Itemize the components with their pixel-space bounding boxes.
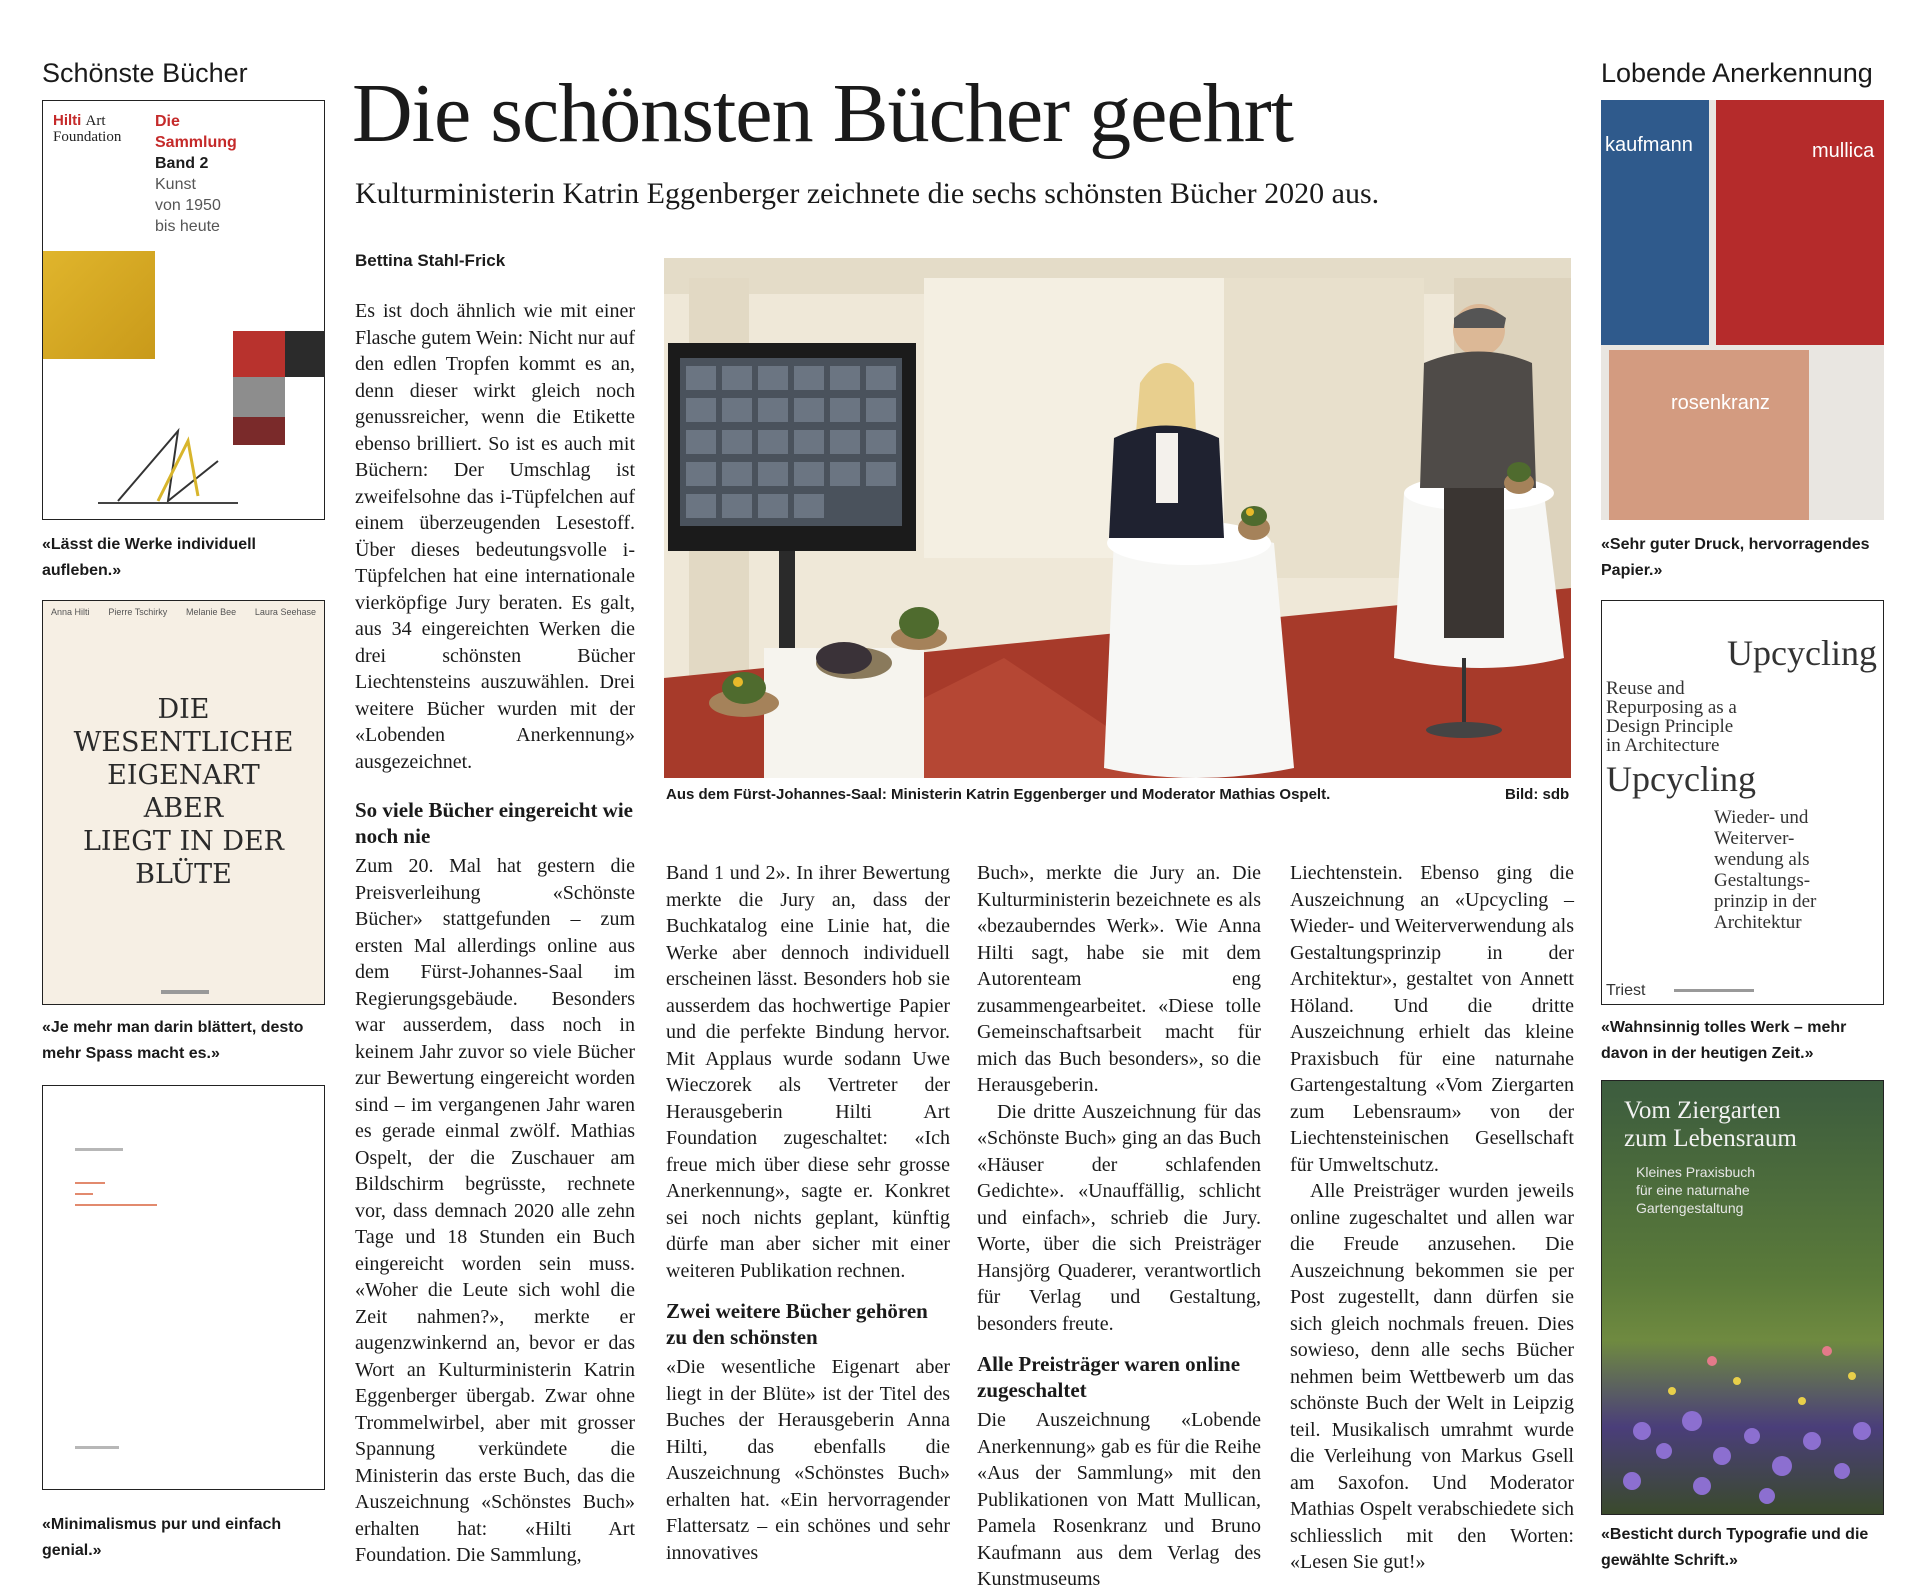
book-line-1: Kunst	[155, 176, 196, 193]
book-band: Band 2	[155, 155, 209, 172]
paragraph-4: Buch», merkte die Jury an. Die Kulturministerin bezeichnete es als «bezauberndes Werk». Wie Anna Hilti sagt, habe sie mit dem Autorenteam eng zusammengearbeitet. «Diese tolle Gemeinschaftsarbeit macht für mich das Buch besonders», so die Herausgeberin.	[977, 862, 1261, 1096]
book3-caption: «Minimalismus pur und einfach genial.»	[42, 1516, 282, 1559]
cover-rosenkranz	[1609, 350, 1809, 520]
upcycling-title-top: Upcycling	[1727, 633, 1877, 673]
paragraph-3: «Die wesentliche Eigenart aber liegt in der Blüte» ist der Titel des Buches der Herausgeberin Anna Hilti, das ebenfalls die Auszeichnung «Schönstes Buch» erhalten hat. «Ein hervorragender Flattersatz – ein schönes und sehr innovatives	[666, 1356, 950, 1564]
upcycling-en-line: Design Principle	[1606, 716, 1734, 737]
ziergarten-subtitle-3: Gartengestaltung	[1636, 1200, 1744, 1216]
book-line-3: bis heute	[155, 218, 220, 235]
book2-title-line: EIGENART	[107, 760, 260, 791]
upcycling-german-subtitle	[1714, 807, 1816, 933]
subheadline: Kulturministerin Katrin Eggenberger zeichnete die sechs schönsten Bücher 2020 aus.	[355, 177, 1380, 210]
book2-title-line: ABER	[143, 793, 224, 824]
book2-title-line: LIEGT IN DER	[82, 826, 285, 857]
upcycling-en-line: in Architecture	[1606, 735, 1720, 756]
headline: Die schönsten Bücher geehrt	[352, 67, 1294, 160]
upcycling-en-line: Repurposing as a	[1606, 697, 1737, 718]
paragraph-6: Die Auszeichnung «Lobende Anerkennung» gab es für die Reihe «Aus der Sammlung» mit den Publikationen von Matt Mullican, Pamela Rosenkranz und Bruno Kaufmann aus dem Verlag des Kunstmuseums	[977, 1409, 1261, 1590]
book6-caption: «Besticht durch Typografie und die gewählte Schrift.»	[1601, 1526, 1869, 1569]
grey-block	[233, 377, 285, 417]
dark-red-block	[233, 417, 285, 445]
subheading-3: Alle Preisträger waren online zugeschaltet	[977, 1352, 1241, 1402]
book-cover-series-collage	[1601, 100, 1884, 520]
red-block	[233, 331, 285, 377]
book1-caption: «Lässt die Werke individuell aufleben.»	[42, 536, 256, 579]
event-photo-illustration	[664, 258, 1571, 778]
subheading-1: So viele Bücher eingereicht wie noch nie	[355, 798, 634, 848]
book-series-2: Sammlung	[155, 134, 237, 151]
book2-author-1: Anna Hilti	[51, 607, 90, 617]
book2-title	[43, 693, 324, 891]
garden-flowers-illustration	[1602, 1281, 1885, 1516]
book2-authors	[51, 607, 316, 617]
sculpture-drawing	[98, 401, 238, 516]
cover-mullican	[1716, 100, 1884, 345]
ziergarten-title-1: Vom Ziergarten	[1624, 1097, 1781, 1124]
book-line-2: von 1950	[155, 197, 221, 214]
cover-rosenkranz-label: rosenkranz	[1671, 392, 1770, 414]
book2-caption: «Je mehr man darin blättert, desto mehr Spass macht es.»	[42, 1019, 304, 1062]
ziergarten-subtitle	[1636, 1163, 1755, 1217]
book3-publisher-line	[75, 1446, 119, 1449]
upcycling-de-line: Wieder- und	[1714, 807, 1809, 828]
upcycling-de-line: Gestaltungs-	[1714, 870, 1811, 891]
book-cover-wesentliche-eigenart	[42, 600, 325, 1005]
photo-credit: Bild: sdb	[1505, 786, 1570, 803]
book-cover-upcycling	[1601, 600, 1884, 1005]
author: Bettina Stahl-Frick	[355, 251, 506, 270]
book-logo-foundation: Foundation	[53, 129, 122, 145]
book5-caption: «Wahnsinnig tolles Werk – mehr davon in der heutigen Zeit.»	[1601, 1019, 1847, 1062]
text-column-3	[977, 860, 1261, 1590]
text-column-4	[1290, 860, 1574, 1575]
paragraph-5: Die dritte Auszeichnung für das «Schönste Buch» ging an das Buch «Häuser der schlafenden Gedichte». «Unauffällig, schlicht und einfach», schrieb die Jury. Worte, über die sich Preisträger Hansjörg Quaderer, verantwortlich für Verlag und Gestaltung, besonders freute.	[977, 1100, 1261, 1335]
yellow-painting	[43, 251, 155, 359]
ziergarten-title-2: zum Lebensraum	[1624, 1125, 1797, 1152]
photo-caption: Aus dem Fürst-Johannes-Saal: Ministerin Katrin Eggenberger und Moderator Mathias Ospelt.	[666, 786, 1331, 803]
upcycling-en-line: Reuse and	[1606, 678, 1685, 699]
paragraph-7: Liechtenstein. Ebenso ging die Auszeichnung an «Upcycling – Wieder- und Weiterverwendung als Gestaltungsprinzip in der Architektur», gestaltet von Annett Höland. Und die dritte Auszeichnung erhielt das kleine Praxisbuch für eine naturnahe Gartengestaltung «Vom Ziergarten zum Lebensraum» von der Liechtensteinischen Gesellschaft für Umweltschutz.	[1290, 862, 1574, 1176]
book-cover-hilti-sammlung	[42, 100, 325, 520]
cover-mullican-label: mullica	[1812, 140, 1875, 162]
paragraph-2: Band 1 und 2». In ihrer Bewertung merkte die Jury an, dass der Buchkatalog eine Linie hat, die Werke aber dennoch individuell erscheinen lässt. Besonders hob sie ausserdem das hochwertige Papier und die perfekte Bindung hervor. Mit Applaus wurde sodann Uwe Wieczorek als Vertreter der Herausgeberin Hilti Art Foundation zugeschaltet: «Ich freue mich über diese sehr grosse Anerkennung», sagte er. Konkret sei noch nichts geplant, künftig dürfe man aber sicher mit einer weiteren Publikation rechnen.	[666, 862, 950, 1282]
book2-title-line: WESENTLICHE	[73, 727, 294, 758]
right-column-heading: Lobende Anerkennung	[1601, 58, 1873, 88]
upcycling-de-line: wendung als	[1714, 849, 1810, 870]
book3-author-line	[75, 1148, 123, 1151]
book3-title-line-2	[75, 1193, 93, 1195]
book2-author-3: Melanie Bee	[186, 607, 237, 617]
paragraph-8: Alle Preisträger wurden jeweils online zugeschaltet und allen war die Freude anzusehen. Die Auszeichnung bekommen sie per Post zugestellt, dann dürfen sie sich gleich nochmals freuen. Dies sowieso, denn alle sechs Bücher nehmen beim Wettbewerb um das schönste Buch der Welt in Leipzig teil. Musikalisch umrahmt wurde die Verleihung von Markus Gsell am Saxofon. Und Moderator Mathias Ospelt verabschiedete sich schliesslich mit den Worten: «Lesen Sie gut!»	[1290, 1180, 1574, 1573]
book3-title-line-1	[75, 1182, 105, 1184]
book2-title-line: DIE	[157, 694, 210, 725]
book-logo-hilti: Hilti	[53, 112, 82, 129]
upcycling-de-line: Weiterver-	[1714, 828, 1795, 849]
upcycling-de-line: prinzip in der	[1714, 891, 1817, 912]
lead-column	[355, 298, 635, 788]
upcycling-imprint-line	[1674, 989, 1754, 992]
book2-publisher-mark	[161, 990, 209, 994]
book2-title-line: BLÜTE	[135, 859, 232, 890]
upcycling-english-subtitle	[1606, 679, 1737, 755]
paragraph-1: Zum 20. Mal hat gestern die Preisverleihung «Schönste Bücher» stattgefunden – zum ersten Mal allerdings online aus dem Fürst-Johannes-Saal im Regierungsgebäude. Besonders war ausserdem, dass noch in keinem Jahr zuvor so viele Bücher zur Bewertung eingereicht worden sind – im vergangenen Jahr waren es gerade einmal zwölf. Mathias Ospelt, der die Zuschauer am Bildschirm begrüsste, rechnete vor, dass demnach 2020 alle zehn Tage und 18 Stunden ein Buch eingereicht worden sein muss. «Woher die Leute sich wohl die Zeit nahmen?», merkte er augenzwinkernd an, bevor er das Wort an Kulturministerin Katrin Eggenberger übergab. Zwar ohne Trommelwirbel, aber mit grosser Spannung verkündete die Ministerin das erste Buch, das die Auszeichnung «Schönstes Buch» erhalten hat: «Hilti Art Foundation. Die Sammlung,	[355, 855, 635, 1566]
cover-kaufmann-label: kaufmann	[1605, 134, 1693, 156]
ziergarten-subtitle-2: für eine naturnahe	[1636, 1182, 1750, 1198]
upcycling-title-mid: Upcycling	[1606, 759, 1756, 799]
book-logo-art: Art	[85, 113, 106, 129]
text-column-1	[355, 797, 635, 1577]
book3-title-line-3	[75, 1204, 157, 1206]
upcycling-publisher: Triest	[1606, 982, 1646, 999]
book-logo	[53, 113, 121, 145]
subheading-2: Zwei weitere Bücher gehören zu den schönsten	[666, 1299, 928, 1349]
text-column-2	[666, 860, 950, 1575]
upcycling-de-line: Architektur	[1714, 912, 1802, 933]
dark-block	[285, 331, 325, 377]
ziergarten-subtitle-1: Kleines Praxisbuch	[1636, 1164, 1756, 1180]
book-series-1: Die	[155, 113, 180, 130]
book4-caption: «Sehr guter Druck, hervorragendes Papier.»	[1601, 536, 1870, 579]
left-column-heading: Schönste Bücher	[42, 58, 248, 88]
cover-kaufmann	[1601, 100, 1709, 345]
book-cover-ziergarten	[1601, 1080, 1884, 1515]
event-photo	[664, 258, 1571, 778]
book2-author-4: Laura Seehase	[254, 607, 316, 617]
book2-author-2: Pierre Tschirky	[108, 607, 168, 617]
book-cover-haeuser-gedichte	[42, 1085, 325, 1490]
ziergarten-title	[1624, 1097, 1797, 1153]
book-series-text	[155, 111, 237, 237]
lead-paragraph: Es ist doch ähnlich wie mit einer Flasche gutem Wein: Nicht nur auf den edlen Tropfen kommt es an, denn dieser wirkt gleich noch genussreicher, wenn die Etikette ebenso brilliert. So ist es auch mit Büchern: Der Umschlag ist zweifelsohne das i-Tüpfelchen auf einem überzeugenden Lesestoff. Über dieses bedeutungsvolle i-Tüpfelchen hat eine internationale vierköpfige Jury beraten. Es galt, aus 34 eingereichten Werken die drei schönsten Bücher Liechtensteins auszuwählen. Drei weitere Bücher wurden mit der «Lobenden Anerkennung» ausgezeichnet.	[355, 300, 635, 773]
